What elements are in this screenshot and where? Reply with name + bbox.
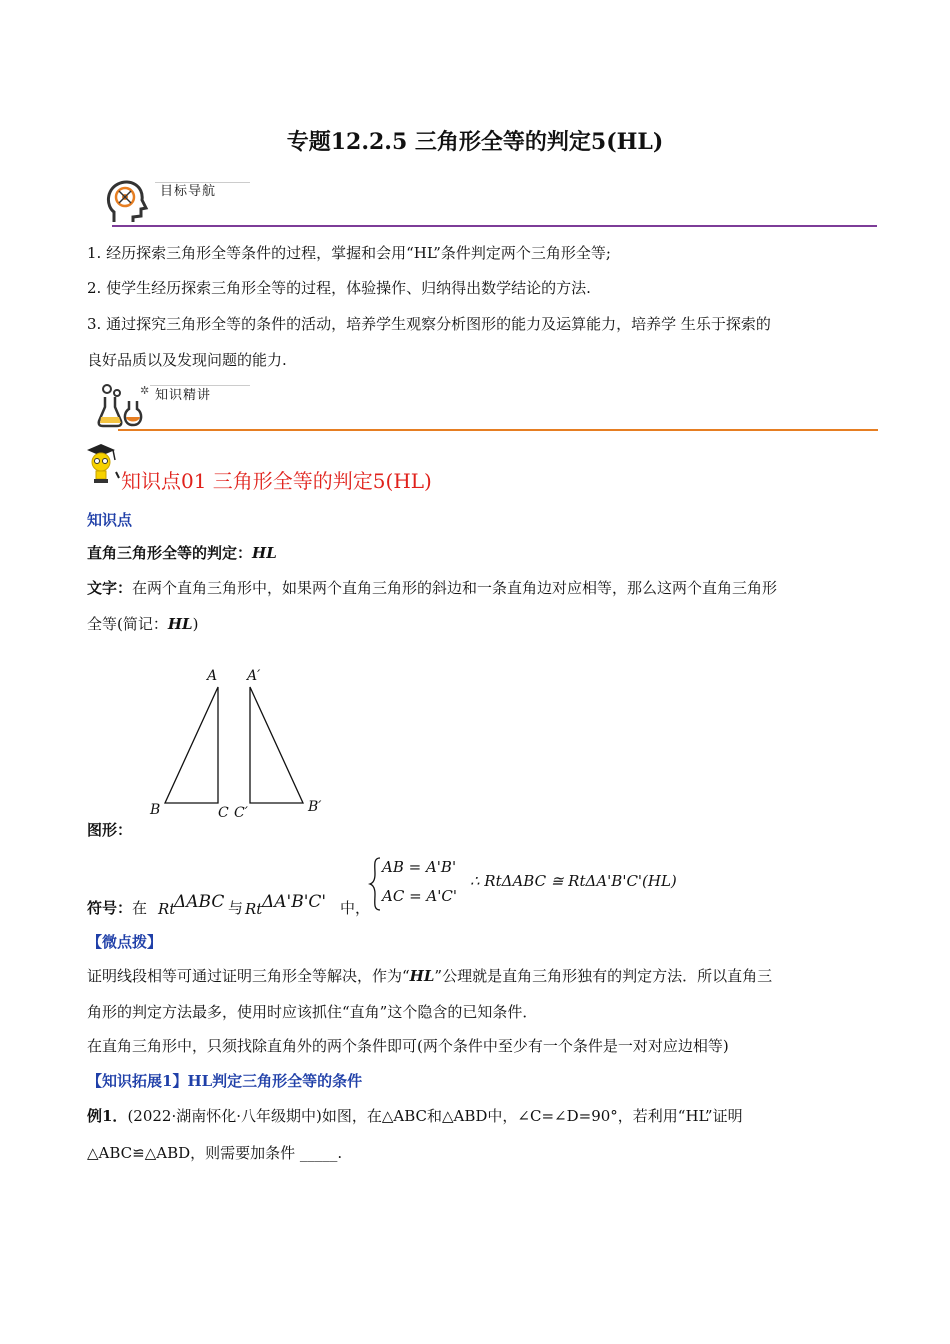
section-underline-short-2	[150, 385, 250, 386]
symbol-text-in: 在	[132, 899, 148, 917]
condition-hypotenuse: AB = A'B'	[382, 858, 457, 876]
tip-label: 【微点拨】	[87, 933, 163, 951]
tip-line-3: 在直角三角形中，只须找除直角外的两个条件即可(两个条件中至少有一个条件是一对对应边相等)	[87, 1037, 729, 1055]
symbol-rt-1: Rt	[158, 900, 176, 918]
brain-head-icon	[100, 176, 150, 226]
goal-1: 1. 经历探索三角形全等条件的过程，掌握和会用“HL”条件判定两个三角形全等;	[87, 244, 611, 262]
example-line-2: △ABC≌△ABD，则需要加条件 _____.	[87, 1144, 343, 1162]
figure-label: 图形：	[87, 821, 133, 839]
point-label-c-prime: C′	[234, 805, 248, 821]
section-underline-short	[155, 182, 250, 183]
symbol-triangle-2: ΔA'B'C'	[262, 892, 327, 912]
text-line-1	[87, 578, 777, 598]
tip-line-2: 角形的判定方法最多，使用时应该抓住“直角”这个隐含的已知条件．	[87, 1003, 538, 1021]
rule-line	[87, 543, 277, 563]
point-label-a: A	[207, 668, 218, 684]
text-line2-prefix: 全等(简记：	[87, 615, 168, 633]
tip-line1-name: HL	[409, 967, 435, 985]
point-label-b: B	[150, 802, 161, 818]
goal-3-cont: 良好品质以及发现问题的能力.	[87, 351, 287, 369]
rule-prefix: 直角三角形全等的判定：	[87, 544, 253, 562]
knowledge-heading: 知识点01 三角形全等的判定5(HL)	[121, 469, 432, 493]
triangle-abc	[165, 687, 218, 803]
symbol-line	[87, 898, 147, 918]
example-text: (2022·湖南怀化·八年级期中)如图，在△ABC和△ABD中，∠C=∠D=90°，若利用“HL”证明	[127, 1107, 743, 1125]
text-label: 文字：	[87, 579, 133, 597]
symbol-triangle-1: ΔABC	[174, 892, 225, 912]
extension-label: 【知识拓展1】HL判定三角形全等的条件	[87, 1072, 363, 1090]
page-title: 专题12.2.5 三角形全等的判定5(HL)	[286, 129, 664, 155]
point-label-a-prime: A′	[247, 668, 261, 684]
example-label: 例1．	[87, 1107, 128, 1125]
condition-leg: AC = A'C'	[382, 887, 457, 905]
point-label-c: C	[218, 805, 229, 821]
goal-2: 2. 使学生经历探索三角形全等的过程，体验操作、归纳得出数学结论的方法.	[87, 279, 591, 297]
tip-line1-suffix: ”公理就是直角三角形独有的判定方法．所以直角三	[434, 967, 773, 985]
orange-divider	[118, 429, 878, 431]
symbol-and: 与	[228, 899, 244, 917]
text-body: 在两个直角三角形中，如果两个直角三角形的斜边和一条直角边对应相等，那么这两个直角三角形	[132, 579, 778, 597]
section-label-goals: 目标导航	[160, 184, 217, 199]
section-label-knowledge: 知识精讲	[155, 388, 212, 403]
symbol-conclusion: ∴ RtΔABC ≅ RtΔA'B'C'(HL)	[470, 872, 677, 890]
goal-3: 3. 通过探究三角形全等的条件的活动，培养学生观察分析图形的能力及运算能力，培养学 生乐于探索的	[87, 315, 771, 333]
text-line-2	[87, 614, 198, 634]
symbol-mid: 中，	[340, 899, 371, 917]
flask-icon	[97, 383, 145, 428]
tip-line-1	[87, 966, 772, 986]
knowledge-label: 知识点	[87, 511, 133, 529]
left-brace	[368, 856, 382, 912]
rule-name: HL	[252, 544, 277, 562]
purple-divider	[112, 225, 877, 227]
text-line2-name: HL	[167, 615, 193, 633]
tip-line1-prefix: 证明线段相等可通过证明三角形全等解决，作为“	[87, 967, 410, 985]
graduate-bulb-icon	[85, 442, 121, 486]
symbol-rt-2: Rt	[245, 900, 263, 918]
sparkle-icon: ✲	[140, 384, 151, 397]
text-line2-suffix: )	[192, 615, 199, 633]
triangle-a2b2c2	[250, 687, 303, 803]
example-line-1	[87, 1106, 743, 1126]
symbol-label: 符号：	[87, 899, 133, 917]
point-label-b-prime: B′	[308, 799, 322, 815]
